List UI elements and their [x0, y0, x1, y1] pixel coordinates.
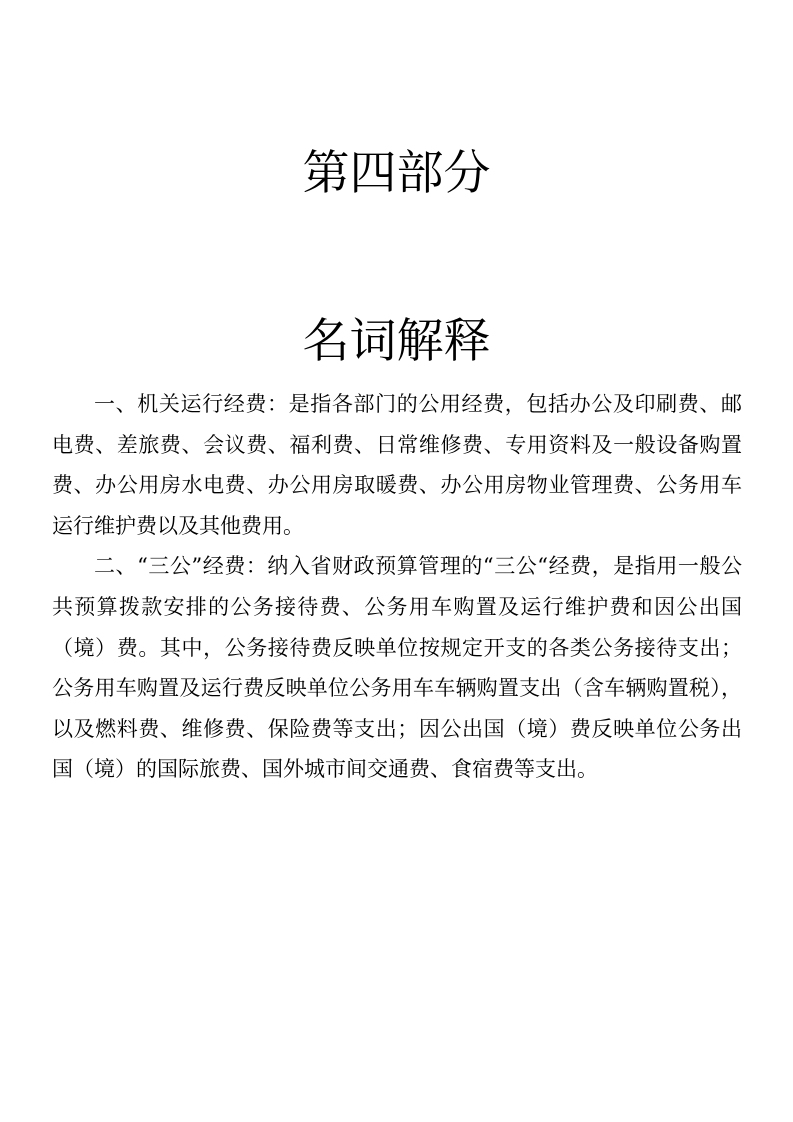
paragraph-operating-expenses: 一、机关运行经费：是指各部门的公用经费，包括办公及印刷费、邮电费、差旅费、会议费、福利费、日常维修费、专用资料及一般设备购置费、办公用房水电费、办公用房取暖费、办公用房物业管理费、公务用车运行维护费以及其他费用。: [52, 392, 742, 538]
body-text: [52, 384, 742, 790]
section-title: 名词解释: [302, 314, 491, 369]
paragraph-three-public-expenses: 二、“三公”经费：纳入省财政预算管理的“三公“经费，是指用一般公共预算拨款安排的公务接待费、公务用车购置及运行维护费和因公出国（境）费。其中，公务接待费反映单位按规定开支的各类公务接待支出；公务用车购置及运行费反映单位公务用车车辆购置支出（含车辆购置税），以及燃料费、维修费、保险费等支出；因公出国（境）费反映单位公务出国（境）的国际旅费、国外城市间交通费、食宿费等支出。: [52, 554, 742, 782]
part-title: 第四部分: [302, 146, 491, 201]
